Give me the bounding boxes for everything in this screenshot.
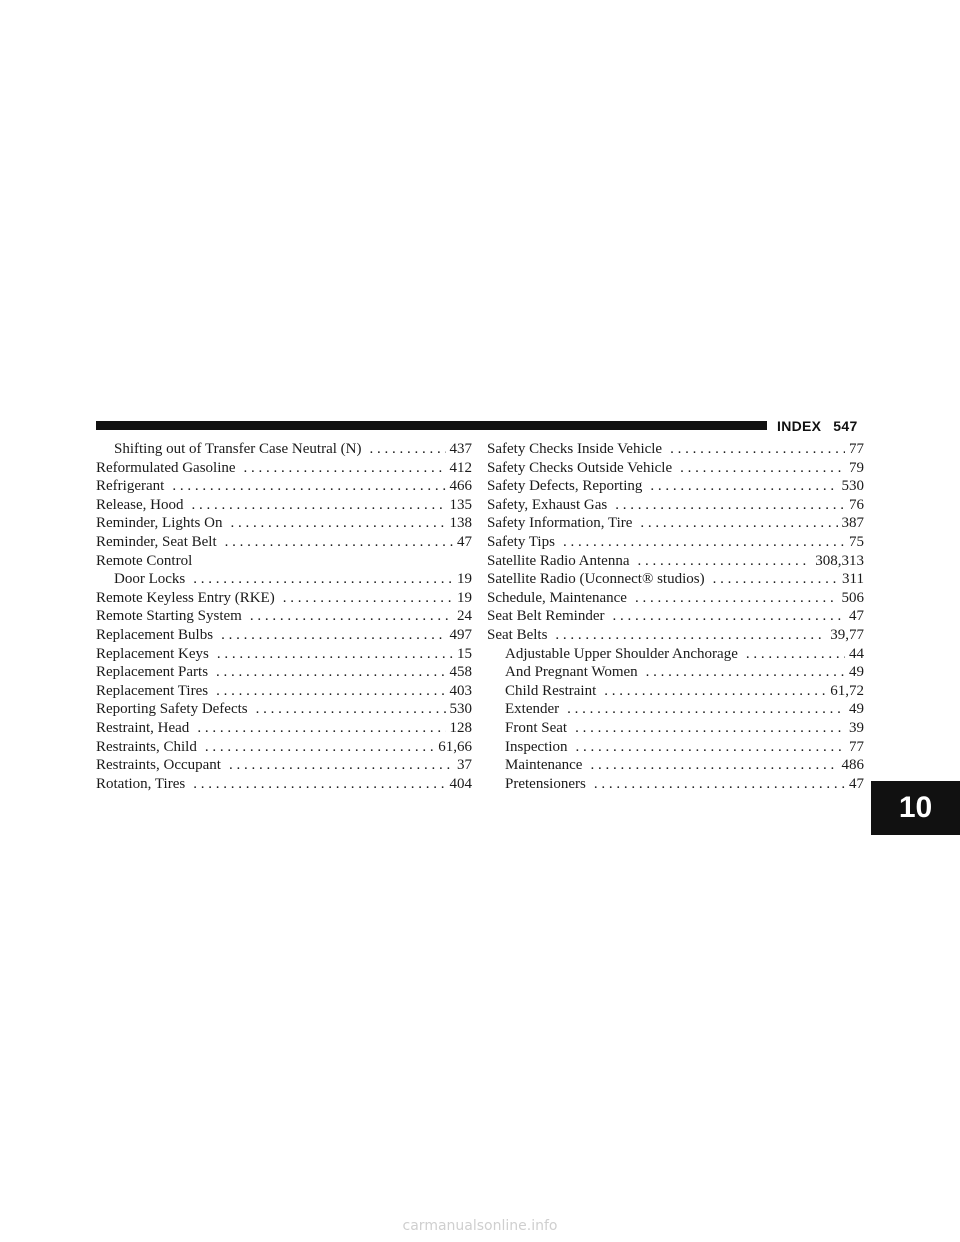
- index-entry: [96, 682, 472, 701]
- index-entry: [487, 477, 864, 496]
- dot-leader: [670, 440, 845, 459]
- index-entry: [487, 626, 864, 645]
- dot-leader: [369, 440, 445, 459]
- dot-leader: [193, 775, 445, 794]
- index-entry: [96, 738, 472, 757]
- index-term: Safety Tips: [487, 533, 555, 550]
- index-entry: [487, 533, 864, 552]
- dot-leader: [590, 756, 837, 775]
- dot-leader: [650, 477, 837, 496]
- dot-leader: [637, 552, 811, 571]
- dot-leader: [575, 719, 845, 738]
- page-reference[interactable]: 49: [849, 701, 864, 718]
- dot-leader: [197, 719, 445, 738]
- page-reference[interactable]: 530: [449, 701, 472, 718]
- index-entry: [96, 663, 472, 682]
- page-reference[interactable]: 311: [842, 571, 864, 588]
- index-term: Refrigerant: [96, 478, 165, 495]
- dot-leader: [217, 645, 453, 664]
- index-entry: [96, 719, 472, 738]
- page-reference[interactable]: 387: [841, 515, 864, 532]
- index-term: Shifting out of Transfer Case Neutral (N): [114, 441, 362, 457]
- page-reference[interactable]: 39,77: [830, 626, 864, 643]
- page-reference[interactable]: 77: [849, 441, 864, 457]
- page-reference[interactable]: 458: [449, 664, 472, 681]
- index-term: Restraints, Occupant: [96, 757, 221, 774]
- index-entry: [96, 477, 472, 496]
- index-term: Replacement Bulbs: [96, 626, 214, 643]
- dot-leader: [575, 738, 845, 757]
- dot-leader: [646, 663, 845, 682]
- index-entry: [96, 459, 472, 478]
- index-term: Reformulated Gasoline: [96, 459, 236, 476]
- index-entry: [96, 533, 472, 552]
- dot-leader: [594, 775, 845, 794]
- index-entry: [487, 607, 864, 626]
- page-reference[interactable]: 77: [849, 738, 864, 755]
- dot-leader: [256, 700, 446, 719]
- dot-leader: [567, 700, 845, 719]
- page-reference[interactable]: 486: [841, 757, 864, 774]
- index-term: Replacement Keys: [96, 645, 209, 662]
- index-term: Safety Checks Inside Vehicle: [487, 441, 663, 457]
- page-reference[interactable]: 308,313: [815, 552, 864, 569]
- index-entry: [487, 682, 864, 701]
- index-entry: [96, 756, 472, 775]
- index-term: Extender: [505, 701, 560, 718]
- page-reference[interactable]: 37: [457, 757, 472, 774]
- page-reference[interactable]: 44: [849, 645, 864, 662]
- watermark: carmanualsonline.info: [402, 1218, 558, 1234]
- header-section: INDEX: [777, 418, 822, 434]
- index-entry: [96, 570, 472, 589]
- page-reference[interactable]: 15: [457, 645, 472, 662]
- page-reference[interactable]: 403: [449, 682, 472, 699]
- dot-leader: [612, 607, 845, 626]
- page-reference[interactable]: 47: [457, 533, 472, 550]
- index-entry: [487, 459, 864, 478]
- index-entry: [487, 738, 864, 757]
- dot-leader: [172, 477, 445, 496]
- page-reference[interactable]: 128: [449, 719, 472, 736]
- index-column-left: [96, 440, 472, 793]
- dot-leader: [221, 626, 445, 645]
- index-term: Reminder, Lights On: [96, 515, 223, 532]
- dot-leader: [205, 738, 434, 757]
- index-entry: [487, 700, 864, 719]
- index-term: Schedule, Maintenance: [487, 589, 627, 606]
- index-entry: [96, 496, 472, 515]
- chapter-tab[interactable]: [871, 781, 960, 835]
- dot-leader: [216, 663, 445, 682]
- running-header: [777, 418, 858, 434]
- dot-leader: [225, 533, 453, 552]
- dot-leader: [604, 682, 826, 701]
- dot-leader: [563, 533, 845, 552]
- index-entry: [487, 719, 864, 738]
- index-entry: [96, 775, 472, 794]
- page-reference[interactable]: 61,66: [438, 738, 472, 755]
- index-term: Safety Defects, Reporting: [487, 478, 643, 495]
- dot-leader: [713, 570, 838, 589]
- page-reference[interactable]: 47: [849, 608, 864, 625]
- index-entry: [487, 552, 864, 571]
- index-entry: [487, 514, 864, 533]
- index-term: Remote Keyless Entry (RKE): [96, 589, 275, 606]
- index-term: Replacement Tires: [96, 682, 209, 699]
- index-term: Satellite Radio (Uconnect® studios): [487, 571, 705, 588]
- index-entry: [487, 570, 864, 589]
- index-term: Restraints, Child: [96, 738, 197, 755]
- index-term: Reporting Safety Defects: [96, 701, 248, 718]
- page-reference[interactable]: 19: [457, 571, 472, 588]
- index-term: Adjustable Upper Shoulder Anchorage: [505, 645, 738, 662]
- page-reference[interactable]: 497: [449, 626, 472, 643]
- dot-leader: [640, 514, 837, 533]
- dot-leader: [680, 459, 845, 478]
- page-reference[interactable]: 79: [849, 459, 864, 476]
- index-entry: [96, 645, 472, 664]
- index-entry: [96, 626, 472, 645]
- index-term: And Pregnant Women: [505, 664, 638, 681]
- page-reference[interactable]: 76: [849, 496, 864, 513]
- index-entry: [487, 756, 864, 775]
- index-term: Safety, Exhaust Gas: [487, 496, 608, 513]
- page-reference[interactable]: 138: [449, 515, 472, 532]
- page-reference[interactable]: 506: [841, 589, 864, 606]
- index-term: Reminder, Seat Belt: [96, 533, 217, 550]
- index-term: Safety Information, Tire: [487, 515, 633, 532]
- page-reference[interactable]: 47: [849, 775, 864, 792]
- page-reference[interactable]: 61,72: [830, 682, 864, 699]
- index-term: Remote Starting System: [96, 608, 242, 625]
- dot-leader: [635, 589, 838, 608]
- dot-leader: [250, 607, 453, 626]
- dot-leader: [746, 645, 845, 664]
- index-entry: [96, 607, 472, 626]
- index-entry: [96, 589, 472, 608]
- header-rule: [96, 421, 767, 430]
- index-entry: [487, 645, 864, 664]
- chapter-tab-label: 10: [898, 791, 933, 824]
- page-number: 547: [833, 418, 858, 434]
- index-term: Inspection: [505, 738, 568, 755]
- page-reference[interactable]: 135: [449, 496, 472, 513]
- dot-leader: [615, 496, 845, 515]
- dot-leader: [555, 626, 826, 645]
- page-reference[interactable]: 49: [849, 664, 864, 681]
- dot-leader: [283, 589, 453, 608]
- index-entry: [487, 663, 864, 682]
- page-reference[interactable]: 24: [457, 608, 472, 625]
- index-entry: [487, 589, 864, 608]
- dot-leader: [191, 496, 445, 515]
- page-reference[interactable]: 530: [841, 478, 864, 495]
- page-reference[interactable]: 466: [449, 478, 472, 495]
- dot-leader: [216, 682, 445, 701]
- page-reference[interactable]: 19: [457, 589, 472, 606]
- dot-leader: [230, 514, 445, 533]
- index-term: Satellite Radio Antenna: [487, 552, 630, 569]
- page-reference[interactable]: 437: [449, 441, 472, 457]
- page-reference[interactable]: 39: [849, 719, 864, 736]
- index-term: Child Restraint: [505, 682, 597, 699]
- index-entry: [487, 775, 864, 794]
- page-reference[interactable]: 412: [449, 459, 472, 476]
- index-entry: [487, 496, 864, 515]
- index-term: Safety Checks Outside Vehicle: [487, 459, 673, 476]
- page-reference[interactable]: 75: [849, 533, 864, 550]
- dot-leader: [193, 570, 453, 589]
- index-term: Pretensioners: [505, 775, 586, 792]
- index-term: Release, Hood: [96, 496, 184, 513]
- index-column-right: [487, 440, 864, 793]
- index-term: Rotation, Tires: [96, 775, 186, 792]
- dot-leader: [244, 459, 446, 478]
- index-term: Replacement Parts: [96, 664, 209, 681]
- index-term: Front Seat: [505, 719, 568, 736]
- dot-leader: [229, 756, 453, 775]
- index-term: Remote Control: [96, 552, 193, 569]
- index-entry: [96, 552, 472, 571]
- index-entry: [96, 700, 472, 719]
- page-reference[interactable]: 404: [449, 775, 472, 792]
- index-term: Maintenance: [505, 757, 583, 774]
- index-entry: [96, 514, 472, 533]
- index-term: Restraint, Head: [96, 719, 190, 736]
- index-entry: [96, 440, 472, 459]
- index-term: Door Locks: [114, 571, 186, 588]
- index-term: Seat Belt Reminder: [487, 608, 605, 625]
- index-entry: [487, 440, 864, 459]
- index-term: Seat Belts: [487, 626, 548, 643]
